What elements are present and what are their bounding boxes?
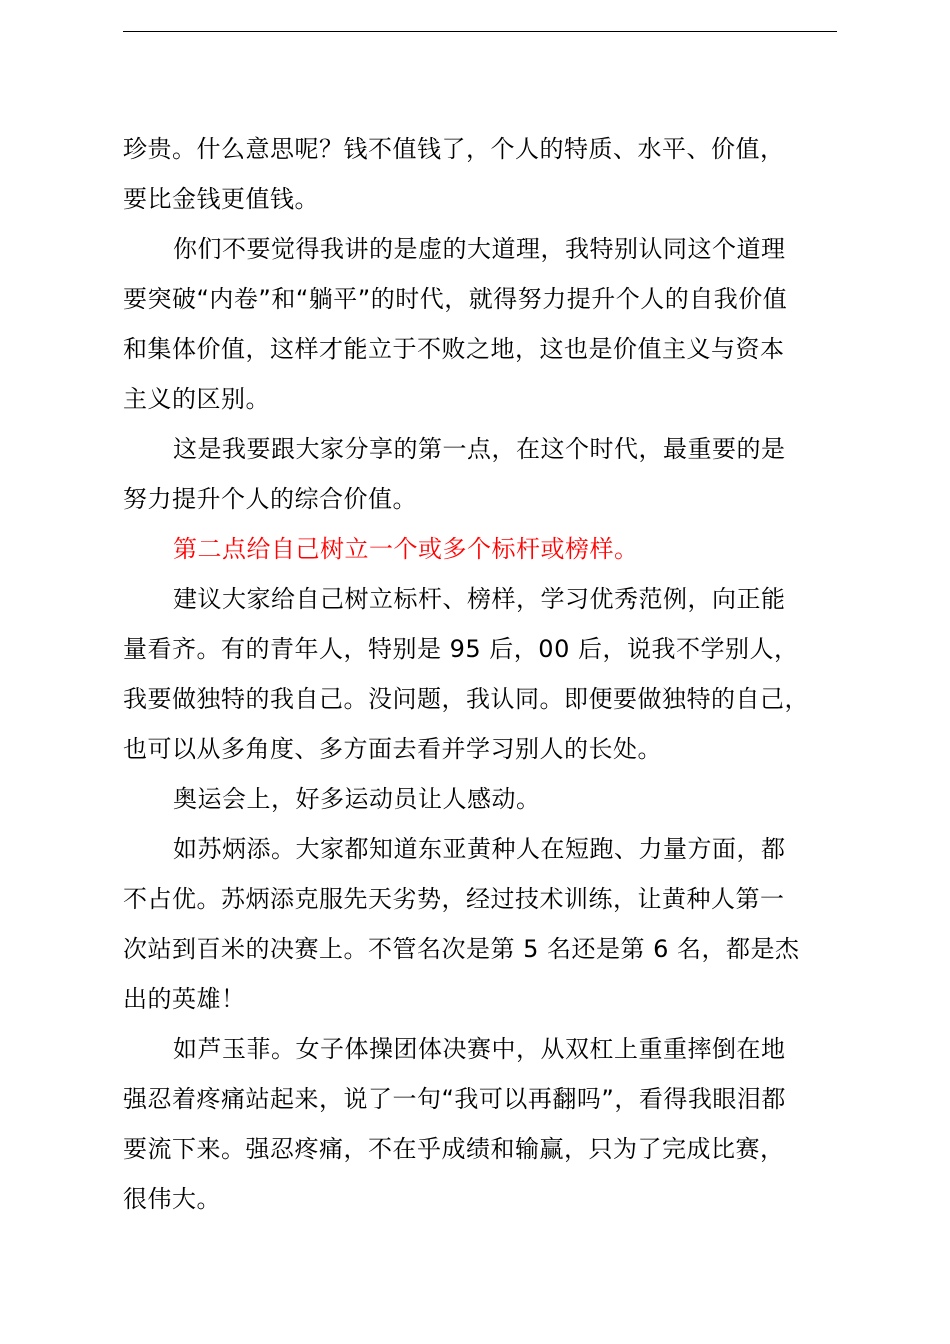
text-line: 量看齐。有的青年人，特别是 95 后，00 后，说我不学别人， bbox=[123, 635, 799, 663]
paragraph-start: 如苏炳添。大家都知道东亚黄种人在短跑、力量方面，都 bbox=[173, 835, 786, 863]
text-line: 强忍着疼痛站起来，说了一句“我可以再翻吗”，看得我眼泪都 bbox=[123, 1085, 786, 1113]
text-line: 很伟大。 bbox=[123, 1185, 221, 1213]
text-line: 要比金钱更值钱。 bbox=[123, 185, 319, 213]
paragraph-start: 你们不要觉得我讲的是虚的大道理，我特别认同这个道理 bbox=[173, 235, 786, 263]
text-line: 次站到百米的决赛上。不管名次是第 5 名还是第 6 名，都是杰 bbox=[123, 935, 800, 963]
paragraph-start: 如芦玉菲。女子体操团体决赛中，从双杠上重重摔倒在地 bbox=[173, 1035, 786, 1063]
paragraph-start: 建议大家给自己树立标杆、榜样，学习优秀范例，向正能 bbox=[173, 585, 786, 613]
text-line: 我要做独特的我自己。没问题，我认同。即便要做独特的自己， bbox=[123, 685, 809, 713]
text-line: 要流下来。强忍疼痛，不在乎成绩和输赢，只为了完成比赛， bbox=[123, 1135, 785, 1163]
text-line: 珍贵。什么意思呢？钱不值钱了，个人的特质、水平、价值， bbox=[123, 135, 785, 163]
text-line: 主义的区别。 bbox=[123, 385, 270, 413]
text-line: 也可以从多角度、多方面去看并学习别人的长处。 bbox=[123, 735, 662, 763]
section-heading: 第二点给自己树立一个或多个标杆或榜样。 bbox=[173, 535, 639, 563]
text-line: 要突破“内卷”和“躺平”的时代，就得努力提升个人的自我价值 bbox=[123, 285, 788, 313]
header-rule bbox=[123, 31, 837, 32]
paragraph-start: 这是我要跟大家分享的第一点，在这个时代，最重要的是 bbox=[173, 435, 786, 463]
text-line: 出的英雄！ bbox=[123, 985, 246, 1013]
text-line: 和集体价值，这样才能立于不败之地，这也是价值主义与资本 bbox=[123, 335, 785, 363]
text-line: 不占优。苏炳添克服先天劣势，经过技术训练，让黄种人第一 bbox=[123, 885, 785, 913]
paragraph-start: 奥运会上，好多运动员让人感动。 bbox=[173, 785, 541, 813]
text-line: 努力提升个人的综合价值。 bbox=[123, 485, 417, 513]
